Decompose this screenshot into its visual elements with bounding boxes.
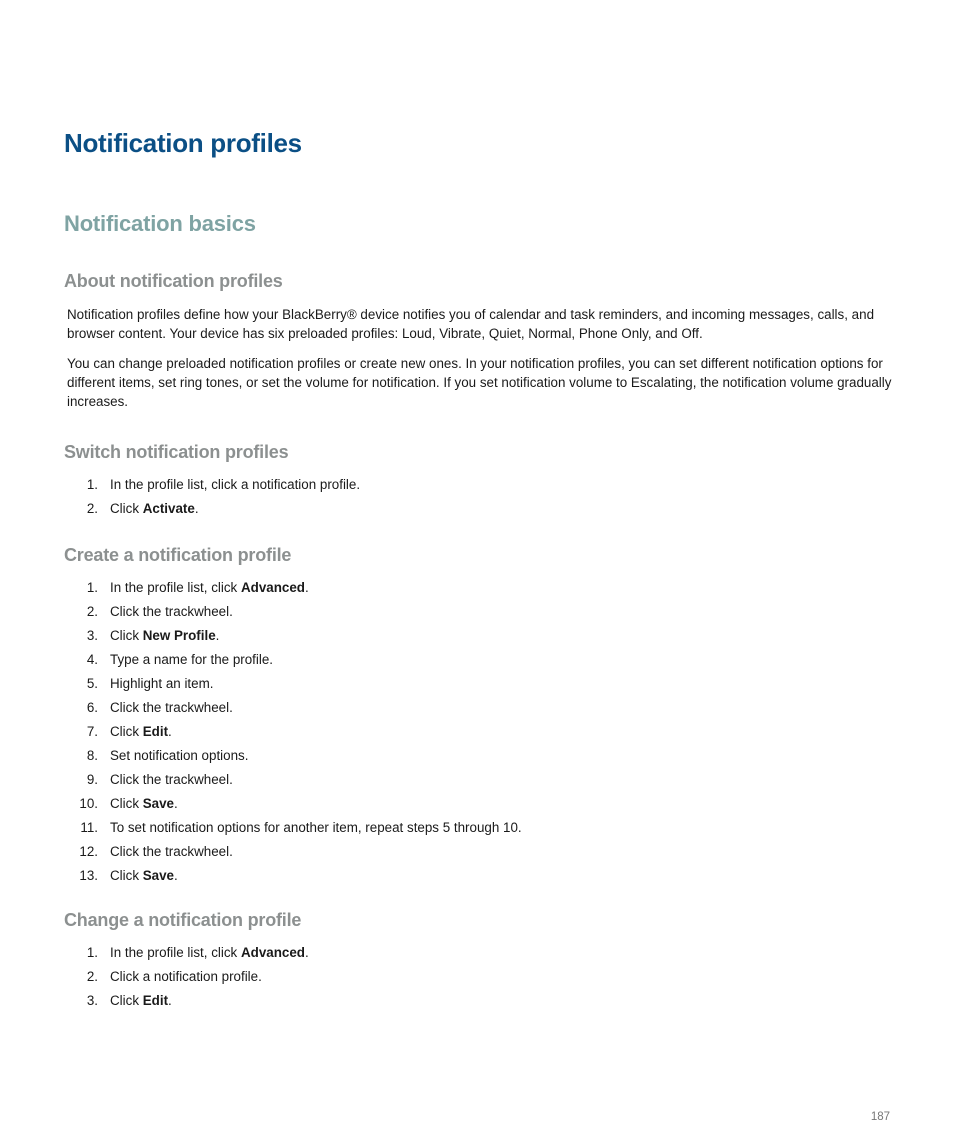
step-text-main: Click the trackwheel. <box>110 772 233 787</box>
step-text-end: . <box>174 796 178 811</box>
step-command: Edit <box>142 993 169 1008</box>
step-text <box>110 770 233 789</box>
about-heading: About notification profiles <box>64 271 283 291</box>
step-text-main: Click <box>110 868 143 883</box>
step-number: 1. <box>86 477 98 492</box>
step-text-end: . <box>304 945 309 960</box>
step-text-end: . <box>215 628 220 643</box>
step-command: Advanced <box>240 945 305 960</box>
step-text <box>110 698 233 717</box>
change-heading: Change a notification profile <box>64 910 302 930</box>
step-text <box>110 794 178 813</box>
step-text <box>110 475 360 494</box>
step-number: 2. <box>86 604 98 619</box>
step-text-main: Click <box>110 501 143 516</box>
step-command: Save <box>142 868 175 883</box>
step-text-main: Type a name for the profile. <box>110 652 274 667</box>
step-text <box>110 499 199 518</box>
step-number: 2. <box>86 969 98 984</box>
step-text <box>110 746 248 765</box>
step-text <box>110 578 309 597</box>
step-text-end: . <box>174 868 178 883</box>
step-number: 13. <box>79 868 98 883</box>
step-text <box>110 967 262 986</box>
step-number: 9. <box>86 772 98 787</box>
step-text-end: . <box>194 501 199 516</box>
step-text-main: Click the trackwheel. <box>110 700 233 715</box>
step-number: 3. <box>86 993 98 1008</box>
step-number: 3. <box>86 628 98 643</box>
step-number: 6. <box>86 700 98 715</box>
step-text-main: In the profile list, click <box>110 945 241 960</box>
step-text <box>110 866 178 885</box>
about-paragraph-1: Notification profiles define how your BlackBerry® device notifies you of calendar and task reminders, and incoming messages, calls, and browser content. Your device has six preloaded profiles: Loud, Vibrate, Quiet, Normal, Phone Only, and Off. <box>67 307 875 341</box>
step-number: 10. <box>79 796 98 811</box>
step-text <box>110 602 233 621</box>
section-heading: Notification basics <box>64 211 256 236</box>
step-text-main: Click the trackwheel. <box>110 604 233 619</box>
step-text <box>110 818 522 837</box>
step-text <box>110 674 213 693</box>
step-number: 1. <box>86 945 98 960</box>
step-text <box>110 626 219 645</box>
step-text-main: Click <box>110 628 143 643</box>
step-number: 2. <box>86 501 98 516</box>
step-command: Save <box>142 796 175 811</box>
create-heading: Create a notification profile <box>64 545 292 565</box>
step-text-end: . <box>304 580 309 595</box>
step-text-main: Click <box>110 796 143 811</box>
step-text <box>110 991 172 1010</box>
step-text-main: Highlight an item. <box>110 676 214 691</box>
step-text-end: . <box>168 724 172 739</box>
step-text <box>110 842 233 861</box>
step-command: Advanced <box>240 580 305 595</box>
step-text-main: In the profile list, click a notification profile. <box>110 477 361 492</box>
step-text-end: . <box>168 993 172 1008</box>
step-command: Activate <box>142 501 195 516</box>
step-number: 1. <box>86 580 98 595</box>
step-number: 12. <box>79 844 98 859</box>
step-text-main: Click the trackwheel. <box>110 844 233 859</box>
step-number: 11. <box>80 820 98 835</box>
page-title: Notification profiles <box>64 128 302 158</box>
step-command: Edit <box>142 724 169 739</box>
step-text-main: Click a notification profile. <box>110 969 262 984</box>
step-text <box>110 722 172 741</box>
step-text-main: Set notification options. <box>110 748 249 763</box>
step-text <box>110 943 309 962</box>
step-text-main: Click <box>110 993 143 1008</box>
step-number: 8. <box>86 748 98 763</box>
step-text <box>110 650 273 669</box>
step-command: New Profile <box>142 628 216 643</box>
about-paragraph-2: You can change preloaded notification profiles or create new ones. In your notification profiles, you can set different notification options for different items, set ring tones, or set the volume for notification. If you set notification volume to Escalating, the notification volume gradually increases. <box>67 356 892 409</box>
step-text-main: To set notification options for another item, repeat steps 5 through 10. <box>110 820 522 835</box>
switch-heading: Switch notification profiles <box>64 442 289 462</box>
step-text-main: In the profile list, click <box>110 580 241 595</box>
step-number: 5. <box>86 676 98 691</box>
step-number: 4. <box>86 652 98 667</box>
step-text-main: Click <box>110 724 143 739</box>
step-number: 7. <box>86 724 98 739</box>
page-number: 187 <box>870 1111 890 1123</box>
